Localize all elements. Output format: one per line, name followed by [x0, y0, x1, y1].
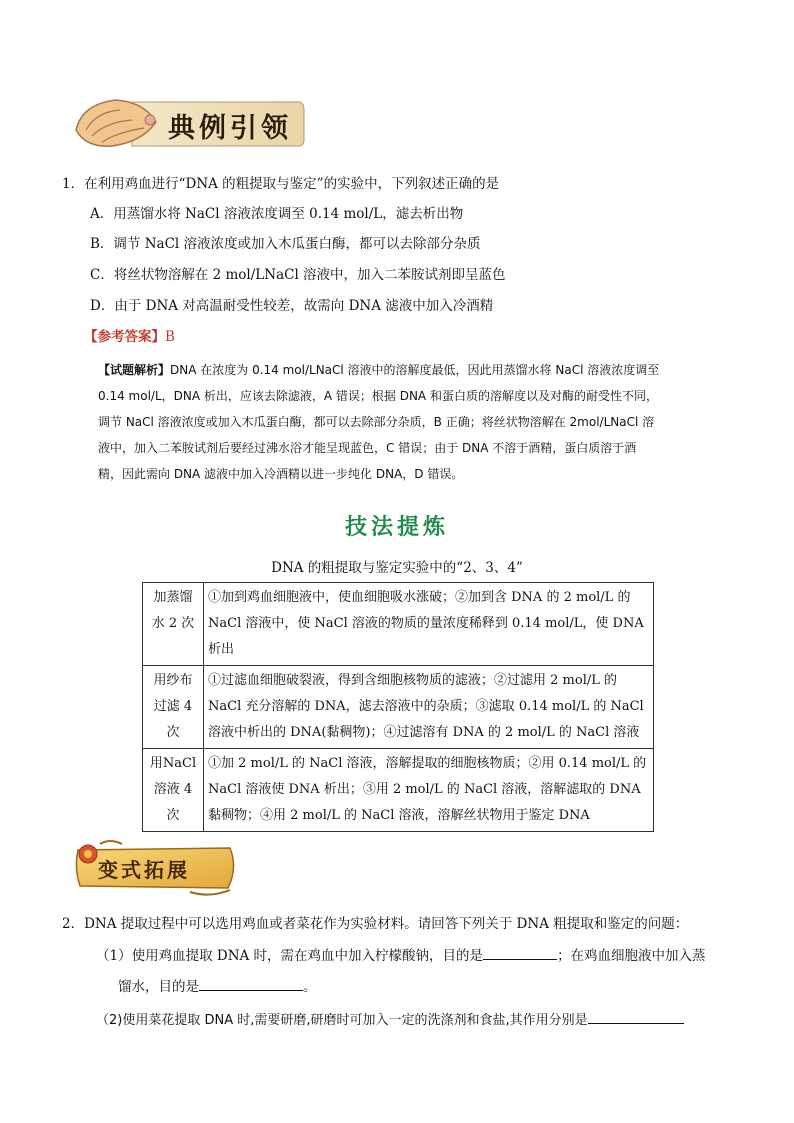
analysis-line-2: 0.14 mol/L，DNA 析出，应该去除滤液，A 错误；根据 DNA 和蛋白质的溶解度以及对酶的耐受性不同，	[98, 389, 658, 403]
question-1-stem: 1．在利用鸡血进行“DNA 的粗提取与鉴定”的实验中，下列叙述正确的是	[62, 176, 500, 192]
answer-line	[84, 327, 175, 347]
answer-blank[interactable]	[483, 945, 557, 960]
answer-label: 【参考答案】	[84, 329, 165, 345]
question-1-option-d: D．由于 DNA 对高温耐受性较差，故需向 DNA 滤液中加入冷酒精	[90, 298, 494, 314]
analysis-paragraph	[98, 360, 738, 484]
table-row	[143, 583, 654, 666]
answer-blank[interactable]	[588, 1009, 684, 1024]
row-head: 用NaCl 溶液 4 次	[143, 749, 204, 832]
analysis-line-1: 【试题解析】DNA 在浓度为 0.14 mol/LNaCl 溶液中的溶解度最低，因此用蒸馏水将 NaCl 溶液浓度调至	[98, 363, 660, 377]
table-row	[143, 749, 654, 832]
section-title-technique: 技法提炼	[344, 514, 449, 540]
row-content: ①加到鸡血细胞液中，使血细胞吸水涨破；②加到含 DNA 的 2 mol/L 的 NaCl 溶液中，使 NaCl 溶液的物质的量浓度稀释到 0.14 mol/L，使 DNA 析出	[204, 583, 654, 666]
question-2-part-1: （1）使用鸡血提取 DNA 时，需在鸡血中加入柠檬酸钠，目的是 ；在鸡血细胞液中加入蒸	[96, 945, 706, 966]
question-1-option-c: C．将丝状物溶解在 2 mol/LNaCl 溶液中，加入二苯胺试剂即呈蓝色	[90, 267, 506, 283]
row-head: 加蒸馏 水 2 次	[143, 583, 204, 666]
banner-title: 变式拓展	[98, 858, 190, 882]
answer-value: B	[165, 329, 175, 345]
question-2-part-2: （2)使用菜花提取 DNA 时,需要研磨,研磨时可加入一定的洗涤剂和食盐,其作用分别是	[96, 1009, 684, 1031]
banner-title: 典例引领	[168, 113, 292, 144]
technique-table	[142, 582, 654, 832]
row-content: ①加 2 mol/L 的 NaCl 溶液，溶解提取的细胞核物质；②用 0.14 mol/L 的 NaCl 溶液使 DNA 析出；③用 2 mol/L 的 NaCl 溶液，溶解滤取的 DNA 黏稠物；④用 2 mol/L 的 NaCl 溶液，溶解丝状物用于鉴定 DNA	[204, 749, 654, 832]
answer-blank[interactable]	[199, 976, 303, 991]
row-content: ①过滤血细胞破裂液，得到含细胞核物质的滤液；②过滤用 2 mol/L 的 NaCl 充分溶解的 DNA，滤去溶液中的杂质；③滤取 0.14 mol/L 的 NaCl 溶液中析出的 DNA(黏稠物)；④过滤溶有 DNA 的 2 mol/L 的 NaCl 溶液	[204, 666, 654, 749]
row-head: 用纱布 过滤 4 次	[143, 666, 204, 749]
question-1-option-a: A．用蒸馏水将 NaCl 溶液浓度调至 0.14 mol/L，滤去析出物	[90, 206, 464, 222]
table-caption: DNA 的粗提取与鉴定实验中的“2、3、4”	[271, 560, 523, 576]
section-banner-variations	[70, 836, 242, 900]
question-2-stem: 2．DNA 提取过程中可以选用鸡血或者菜花作为实验材料。请回答下列关于 DNA 粗提取和鉴定的问题：	[62, 916, 689, 932]
question-2-part-1-cont: 馏水，目的是 。	[118, 976, 317, 997]
table-row	[143, 666, 654, 749]
analysis-label: 【试题解析】	[98, 363, 171, 377]
analysis-line-3: 调节 NaCl 溶液浓度或加入木瓜蛋白酶，都可以去除部分杂质，B 正确；将丝状物溶解在 2mol/LNaCl 溶	[98, 415, 655, 429]
analysis-line-5: 精，因此需向 DNA 滤液中加入冷酒精以进一步纯化 DNA，D 错误。	[98, 467, 464, 481]
analysis-line-4: 液中，加入二苯胺试剂后要经过沸水浴才能呈现蓝色，C 错误；由于 DNA 不溶于酒精，蛋白质溶于酒	[98, 441, 637, 455]
section-banner-examples	[72, 92, 308, 152]
question-1-option-b: B．调节 NaCl 溶液浓度或加入木瓜蛋白酶，都可以去除部分杂质	[90, 236, 481, 252]
